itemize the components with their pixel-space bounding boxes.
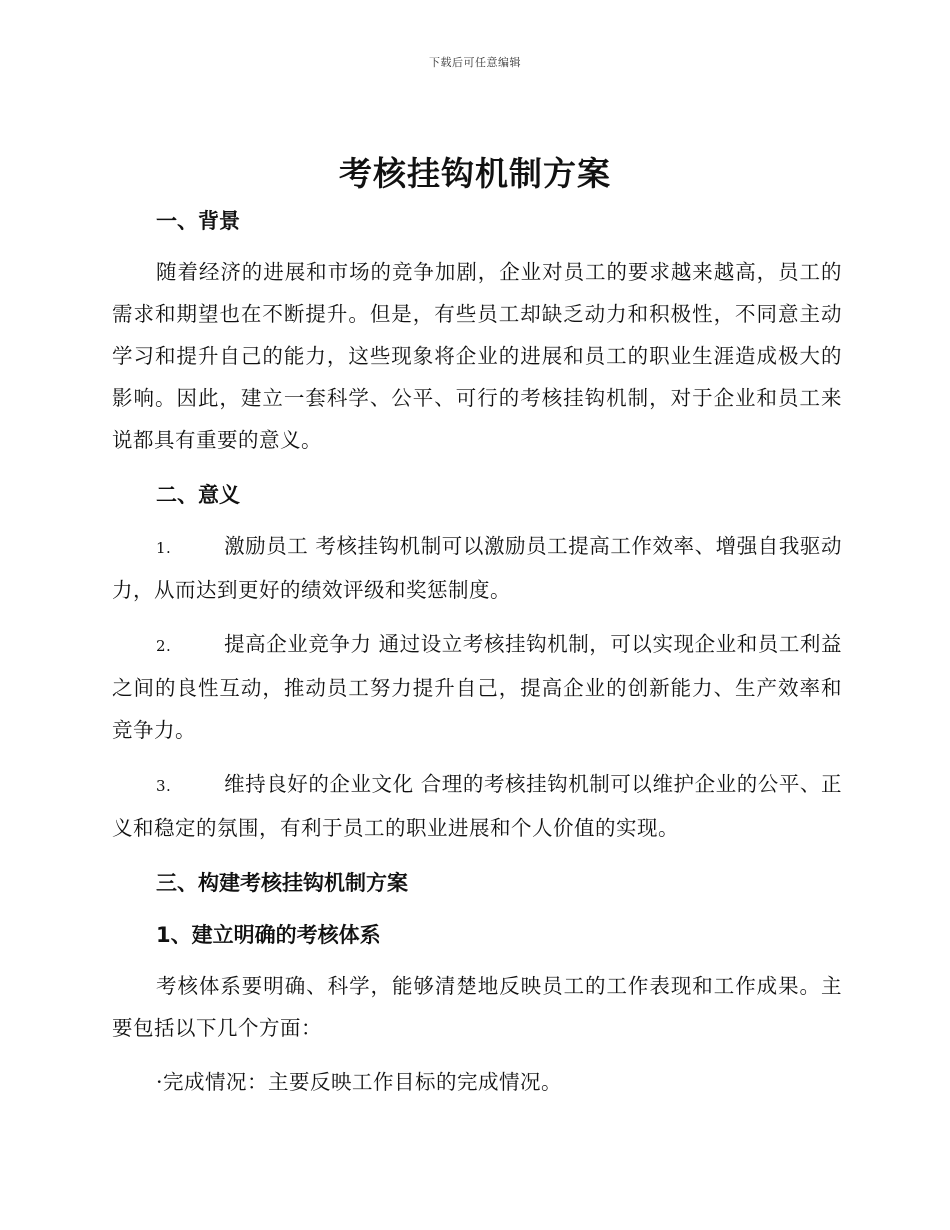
list-item-text: 提高企业竞争力 通过设立考核挂钩机制，可以实现企业和员工利益之间的良性互动，推动员工努力提升自己，提高企业的创新能力、生产效率和竞争力。 [112,632,842,742]
significance-item [112,763,842,849]
list-item-text: 激励员工 考核挂钩机制可以激励员工提高工作效率、增强自我驱动力，从而达到更好的绩效评级和奖惩制度。 [112,534,842,602]
document-body [112,203,842,1103]
section-heading-significance: 二、意义 [156,483,240,507]
header-note: 下载后可任意编辑 [429,56,521,69]
background-paragraph: 随着经济的进展和市场的竞争加剧，企业对员工的要求越来越高，员工的需求和期望也在不断提升。但是，有些员工却缺乏动力和积极性，不同意主动学习和提升自己的能力，这些现象将企业的进展和员工的职业生涯造成极大的影响。因此，建立一套科学、公平、可行的考核挂钩机制，对于企业和员工来说都具有重要的意义。 [112,260,842,452]
list-number: 3. [156,777,172,795]
bullet-item: ·完成情况：主要反映工作目标的完成情况。 [156,1070,563,1094]
significance-item [112,623,842,751]
section-heading-plan: 三、构建考核挂钩机制方案 [156,871,408,895]
list-item-text: 维持良好的企业文化 合理的考核挂钩机制可以维护企业的公平、正义和稳定的氛围，有利于员工的职业进展和个人价值的实现。 [112,772,842,840]
significance-item [112,525,842,611]
section-heading-background: 一、背景 [156,209,240,233]
list-number: 1. [156,539,172,557]
plan-paragraph: 考核体系要明确、科学，能够清楚地反映员工的工作表现和工作成果。主要包括以下几个方面： [112,974,842,1040]
list-number: 2. [156,637,172,655]
subsection-heading: 1、建立明确的考核体系 [156,923,381,947]
page-title: 考核挂钩机制方案 [339,154,611,193]
